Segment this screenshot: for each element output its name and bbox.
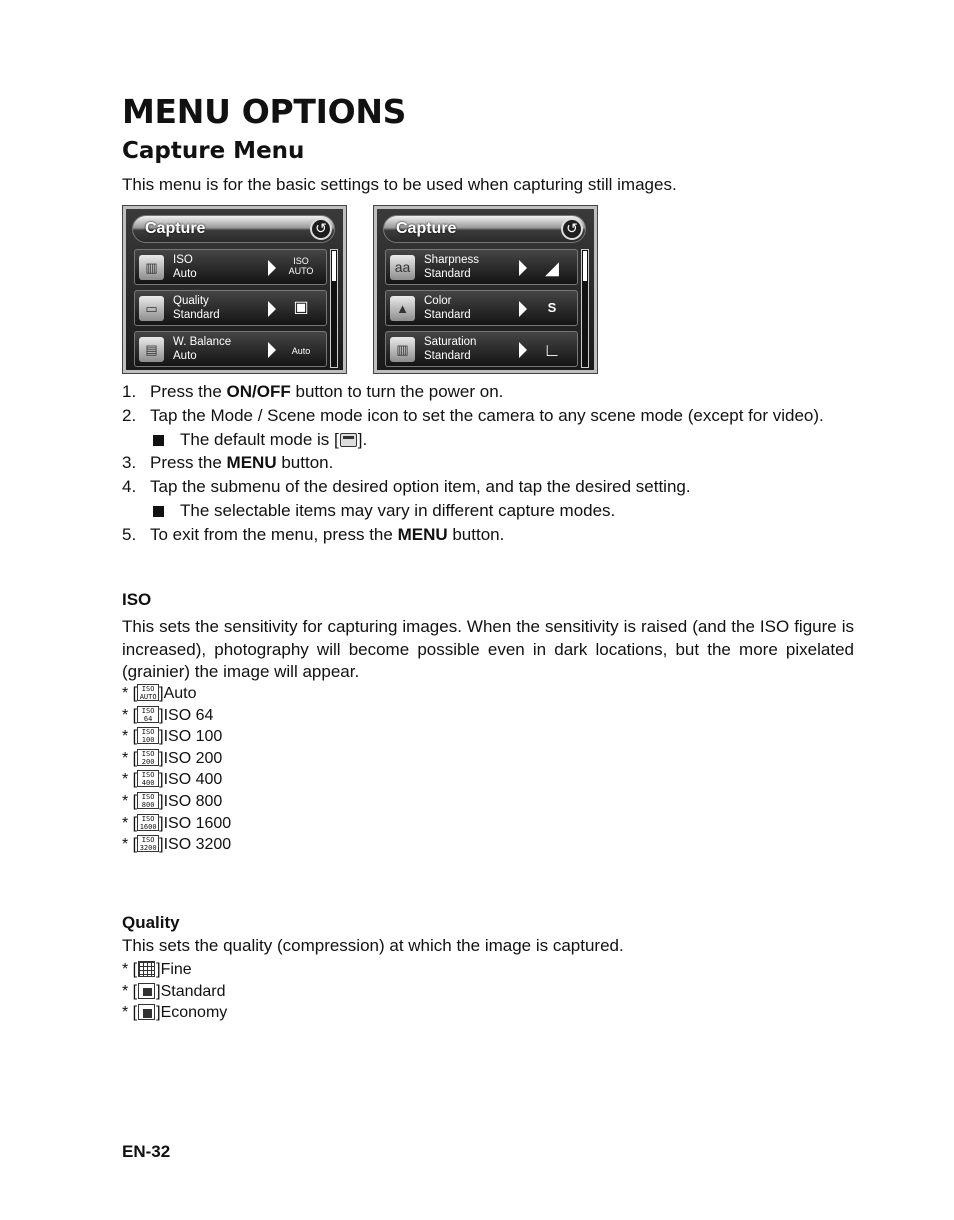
back-icon[interactable]: ↺ [310, 218, 332, 240]
saturation-icon: ▥ [390, 337, 415, 362]
capture-header [132, 215, 335, 243]
scroll-thumb[interactable] [332, 251, 336, 281]
step-2-note: The default mode is [ ]. [122, 428, 854, 452]
section-title: Capture Menu [122, 138, 305, 164]
capture-title: Capture [145, 220, 206, 237]
quality-economy-icon [138, 1004, 155, 1020]
row-value: Auto [173, 268, 197, 280]
row-title: Quality [173, 295, 209, 307]
iso-200-icon: ISO 200 [137, 749, 159, 766]
row-title: Sharpness [424, 254, 479, 266]
row-title: Saturation [424, 336, 477, 348]
camera-mode-icon [340, 433, 357, 447]
iso-options-list [122, 683, 231, 856]
menu-row-saturation[interactable] [385, 331, 578, 367]
quality-description: This sets the quality (compression) at which the image is captured. [122, 936, 624, 955]
iso-option: * [ ISO AUTO ]Auto [122, 685, 197, 702]
row-value: Standard [424, 350, 471, 362]
quality-icon: ▭ [139, 296, 164, 321]
back-icon[interactable]: ↺ [561, 218, 583, 240]
steps-list [122, 380, 854, 547]
square-bullet-icon [153, 435, 164, 446]
quality-option: * [ ]Economy [122, 1004, 228, 1022]
camera-screen-1 [122, 205, 347, 374]
row-value: Standard [424, 309, 471, 321]
scrollbar[interactable] [330, 249, 338, 368]
iso-option: * [ ISO 800 ]ISO 800 [122, 792, 223, 810]
capture-title: Capture [396, 220, 457, 237]
row-value: Standard [173, 309, 220, 321]
intro-text: This menu is for the basic settings to be used when capturing still images. [122, 175, 677, 194]
quality-standard-icon [138, 983, 155, 999]
arrow-right-icon [268, 260, 276, 276]
scrollbar[interactable] [581, 249, 589, 368]
row-value: Auto [173, 350, 197, 362]
square-bullet-icon [153, 506, 164, 517]
sharpness-icon: aa [390, 255, 415, 280]
menu-row-color[interactable] [385, 290, 578, 326]
color-standard-icon: S [547, 300, 557, 315]
iso-auto-icon: ISO AUTO [137, 684, 159, 701]
menu-row-iso[interactable] [134, 249, 327, 285]
menu-row-white-balance[interactable] [134, 331, 327, 367]
iso-800-icon: ISO 800 [137, 792, 159, 809]
iso-option: * [ ISO 64 ]ISO 64 [122, 706, 214, 724]
arrow-right-icon [268, 342, 276, 358]
row-title: W. Balance [173, 336, 232, 348]
scroll-thumb[interactable] [583, 251, 587, 281]
iso-64-icon: ISO 64 [137, 706, 159, 723]
quality-fine-icon [138, 961, 155, 977]
iso-icon: ▥ [139, 255, 164, 280]
sharpness-standard-icon: ◢ [545, 258, 559, 278]
iso-heading: ISO [122, 590, 152, 609]
page-number: EN-32 [122, 1142, 171, 1161]
wb-auto-icon: Auto [291, 346, 311, 356]
arrow-right-icon [519, 342, 527, 358]
row-value: Standard [424, 268, 471, 280]
menu-row-sharpness[interactable] [385, 249, 578, 285]
quality-option: * [ ]Standard [122, 982, 226, 1000]
white-balance-icon: ▤ [139, 337, 164, 362]
iso-100-icon: ISO 100 [137, 727, 159, 744]
iso-auto-icon: ISO AUTO [288, 256, 314, 276]
quality-options-list [122, 959, 227, 1024]
page-title: MENU OPTIONS [122, 92, 407, 131]
color-icon: ▲ [390, 296, 415, 321]
iso-option: * [ ISO 200 ]ISO 200 [122, 749, 223, 767]
iso-option: * [ ISO 400 ]ISO 400 [122, 771, 223, 789]
capture-header [383, 215, 586, 243]
step-5: 5. To exit from the menu, press the MENU button. [122, 524, 505, 544]
step-4-note: The selectable items may vary in different capture modes. [122, 499, 854, 523]
saturation-standard-icon: ∟ [543, 340, 561, 360]
iso-option: * [ ISO 100 ]ISO 100 [122, 728, 223, 746]
step-1: 1. Press the ON/OFF button to turn the power on. [122, 382, 504, 401]
iso-3200-icon: ISO 3200 [137, 835, 159, 852]
quality-standard-icon: ▣ [293, 299, 309, 316]
arrow-right-icon [268, 301, 276, 317]
iso-option: * [ ISO 1600 ]ISO 1600 [122, 814, 232, 832]
iso-400-icon: ISO 400 [137, 770, 159, 787]
step-3: 3. Press the MENU button. [122, 453, 334, 473]
iso-1600-icon: ISO 1600 [137, 814, 159, 831]
iso-option: * [ ISO 3200 ]ISO 3200 [122, 836, 232, 854]
step-4: 4. Tap the submenu of the desired option item, and tap the desired setting. [122, 477, 691, 497]
arrow-right-icon [519, 301, 527, 317]
step-2: 2. Tap the Mode / Scene mode icon to set the camera to any scene mode (except for video). [122, 405, 824, 425]
row-title: Color [424, 295, 452, 307]
quality-heading: Quality [122, 913, 180, 932]
iso-description: This sets the sensitivity for capturing images. When the sensitivity is raised (and the ISO figure is increased), photography will become possible even in dark locations, but the more pixelated (grainier) the image will appear. [122, 617, 854, 682]
arrow-right-icon [519, 260, 527, 276]
menu-row-quality[interactable] [134, 290, 327, 326]
camera-screen-2 [373, 205, 598, 374]
row-title: ISO [173, 254, 193, 266]
quality-option: * [ ]Fine [122, 961, 192, 978]
